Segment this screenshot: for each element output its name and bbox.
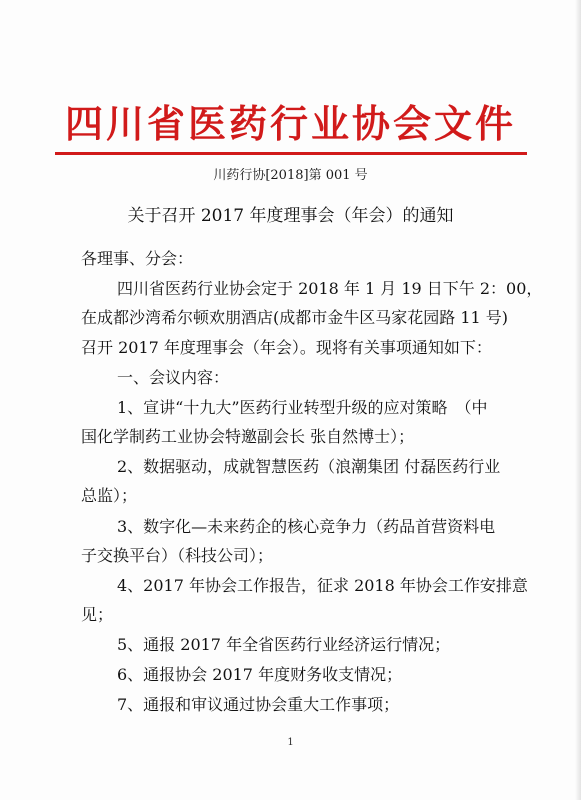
body-line: 在成都沙湾希尔顿欢朋酒店(成都市金牛区马家花园路 11 号)	[81, 308, 509, 327]
document-number: 川药行协[2018]第 001 号	[213, 168, 368, 183]
list-item-continuation: 国化学制药工业协会特邀副会长 张自然博士）；	[81, 427, 415, 446]
list-item-continuation: 总监）；	[81, 486, 138, 505]
list-item-continuation: 子交换平台）（科技公司）；	[81, 546, 274, 565]
salutation: 各理事、分会：	[81, 249, 194, 268]
list-item: 3、数字化—未来药企的核心竞争力（药品首营资料电	[117, 517, 496, 536]
list-item: 7、通报和审议通过协会重大工作事项；	[117, 695, 400, 714]
list-item-continuation: 见；	[81, 605, 114, 624]
body-line: 四川省医药行业协会定于 2018 年 1 月 19 日下午 2：00，	[117, 279, 543, 298]
document-header-title: 四川省医药行业协会文件	[64, 101, 516, 146]
list-item: 2、数据驱动，成就智慧医药（浪潮集团 付磊医药行业	[117, 457, 501, 476]
page-number: 1	[287, 737, 294, 748]
body-line: 召开 2017 年度理事会（年会）。现将有关事项通知如下：	[81, 338, 492, 357]
notice-title: 关于召开 2017 年度理事会（年会）的通知	[127, 206, 454, 226]
section-heading: 一、会议内容：	[117, 368, 230, 387]
list-item: 4、2017 年协会工作报告，征求 2018 年协会工作安排意	[117, 576, 528, 595]
list-item: 5、通报 2017 年全省医药行业经济运行情况；	[117, 635, 451, 654]
list-item: 6、通报协会 2017 年度财务收支情况；	[117, 665, 403, 684]
header-red-rule	[55, 152, 527, 155]
list-item: 1、宣讲“十九大”医药行业转型升级的应对策略 （中	[117, 398, 488, 417]
